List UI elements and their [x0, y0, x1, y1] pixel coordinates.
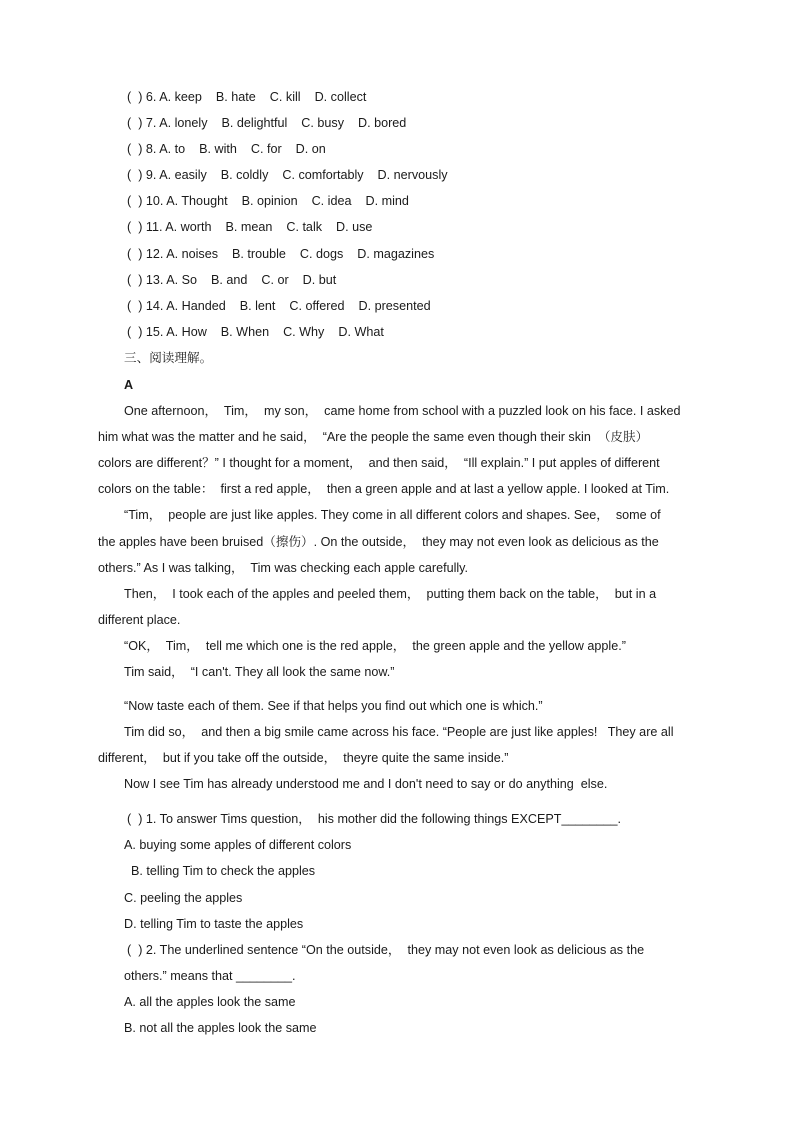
question-1-option-a: A. buying some apples of different colors	[124, 838, 352, 852]
passage-label: A	[124, 378, 134, 392]
cloze-option-13: ( ) 13. A. So B. and C. or D. but	[127, 273, 337, 287]
question-2-option-b: B. not all the apples look the same	[124, 1021, 317, 1035]
cloze-option-15: ( ) 15. A. How B. When C. Why D. What	[127, 325, 384, 339]
passage-line: him what was the matter and he said， “Are the people the same even though their skin （皮肤）	[98, 430, 649, 444]
cloze-option-6: ( ) 6. A. keep B. hate C. kill D. collect	[127, 90, 367, 104]
question-1-option-c: C. peeling the apples	[124, 891, 243, 905]
cloze-option-10: ( ) 10. A. Thought B. opinion C. idea D. mind	[127, 194, 409, 208]
passage-line: different， but if you take off the outside， theyre quite the same inside.”	[98, 751, 509, 765]
passage-line: others.” As I was talking， Tim was checking each apple carefully.	[98, 561, 469, 575]
question-1-option-b: B. telling Tim to check the apples	[131, 864, 316, 878]
passage-line: Now I see Tim has already understood me and I don't need to say or do anything else.	[124, 777, 608, 791]
cloze-option-11: ( ) 11. A. worth B. mean C. talk D. use	[127, 220, 373, 234]
passage-line: Then， I took each of the apples and peeled them， putting them back on the table， but in a	[124, 587, 657, 601]
passage-line: “OK， Tim， tell me which one is the red apple， the green apple and the yellow apple.”	[124, 639, 626, 653]
cloze-option-9: ( ) 9. A. easily B. coldly C. comfortably D. nervously	[127, 168, 448, 182]
section-heading: 三、阅读理解。	[124, 351, 213, 365]
passage-line: different place.	[98, 613, 181, 627]
passage-line: colors are different？” I thought for a moment， and then said， “Ill explain.” I put apples of different	[98, 456, 660, 470]
passage-line: Tim said， “I can't. They all look the same now.”	[124, 665, 395, 679]
passage-line: the apples have been bruised（擦伤）. On the outside， they may not even look as delicious as the	[98, 535, 659, 549]
cloze-option-8: ( ) 8. A. to B. with C. for D. on	[127, 142, 326, 156]
passage-line: “Tim， people are just like apples. They come in all different colors and shapes. See， some of	[124, 508, 661, 522]
passage-line: colors on the table： first a red apple， then a green apple and at last a yellow apple. I looked at Tim.	[98, 482, 670, 496]
passage-line: “Now taste each of them. See if that helps you find out which one is which.”	[124, 699, 543, 713]
question-2-continued: others.” means that ________.	[124, 969, 296, 983]
passage-line: One afternoon， Tim， my son， came home from school with a puzzled look on his face. I asked	[124, 404, 681, 418]
cloze-option-7: ( ) 7. A. lonely B. delightful C. busy D. bored	[127, 116, 407, 130]
passage-line: Tim did so， and then a big smile came across his face. “People are just like apples! They are all	[124, 725, 674, 739]
question-1-option-d: D. telling Tim to taste the apples	[124, 917, 304, 931]
cloze-option-12: ( ) 12. A. noises B. trouble C. dogs D. magazines	[127, 247, 435, 261]
question-2-option-a: A. all the apples look the same	[124, 995, 296, 1009]
question-1: ( ) 1. To answer Tims question， his mother did the following things EXCEPT________.	[127, 812, 621, 826]
cloze-option-14: ( ) 14. A. Handed B. lent C. offered D. presented	[127, 299, 431, 313]
question-2: ( ) 2. The underlined sentence “On the outside， they may not even look as delicious as the	[127, 943, 645, 957]
